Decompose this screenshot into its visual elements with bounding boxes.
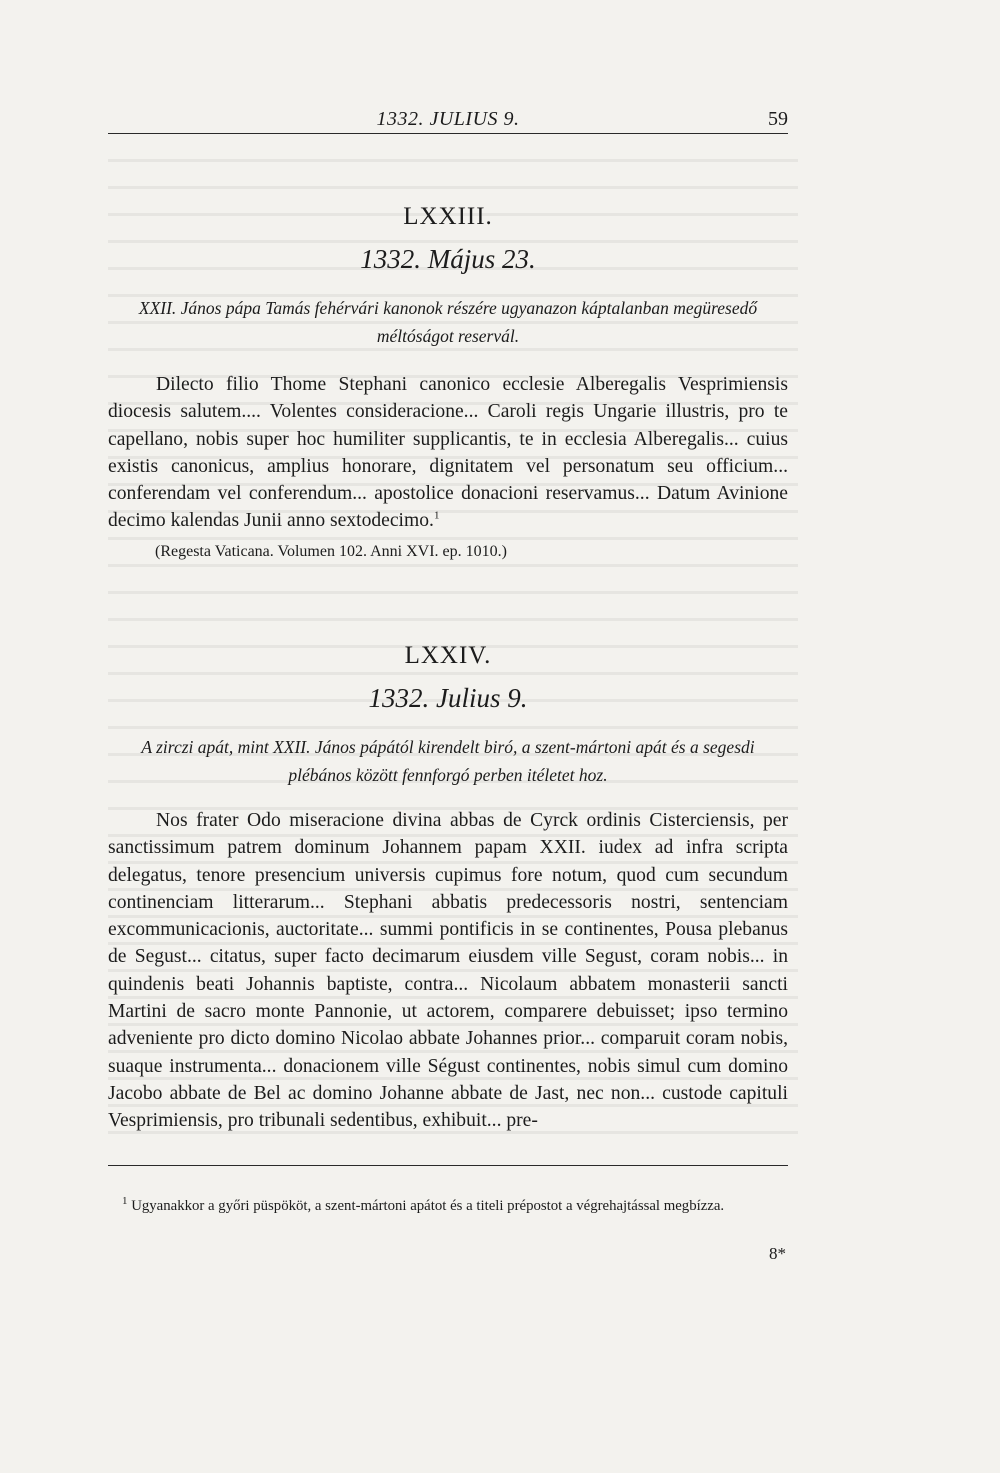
document-date: 1332. Május 23. — [360, 244, 536, 274]
document-summary — [108, 294, 788, 350]
summary-line: XXII. János pápa Tamás fehérvári kanonok részére ugyanazon káptalanban megüresedő — [138, 298, 758, 318]
source-citation: (Regesta Vaticana. Volumen 102. Anni XVI. ep. 1010.) — [155, 543, 507, 560]
document-date: 1332. Julius 9. — [368, 683, 528, 713]
footnote-rule — [108, 1165, 788, 1166]
footnote-text: Ugyanakkor a győri püspököt, a szent-mártoni apátot és a titeli prépostot a végrehajtással megbízza. — [131, 1198, 725, 1214]
summary-line: plébános között fennforgó perben itéletet hoz. — [288, 765, 608, 785]
footnote-number: 1 — [122, 1195, 128, 1208]
header-rule — [108, 133, 788, 134]
summary-line: méltóságot reservál. — [376, 326, 520, 346]
document-text-body: Dilecto filio Thome Stephani canonico ecclesie Alberegalis Vesprimiensis diocesis salutem.... Volentes consideracione... Caroli regis Ungarie illustris, pro te capellano, nobis super hoc humiliter supplicantis, te in ecclesia Alberegalis... cuius existis canonicus, amplius honorare, dignitatem vel personatum seu officium... conferendam vel conferendum... apostolice donacioni reservamus... Datum Avinione decimo kalendas Junii anno sextodecimo. — [108, 374, 788, 532]
running-head-title: 1332. JULIUS 9. — [376, 108, 520, 130]
printer-signature: 8* — [769, 1244, 786, 1263]
document-numeral: LXXIV. — [404, 642, 492, 669]
footnote-reference: 1 — [433, 509, 440, 522]
summary-line: A zirczi apát, mint XXII. János pápától kirendelt biró, a szent-mártoni apát és a segesdi — [141, 737, 755, 757]
footnote — [108, 1195, 788, 1217]
document-text: Nos frater Odo miseracione divina abbas de Cyrck ordinis Cisterciensis, per sanctissimum patrem dominum Johannem papam XXII. iudex ad infra scripta delegatus, tenore presencium universis cupimus fore notum, quod cum secundum continenciam litterarum... Stephani abbatis predecessoris nostri, sentenciam excommunicacionis, auctoritate... summi pontificis in se continentes, Pousa plebanus de Segust... citatus, super facto decimarum eiusdem ville Segust, coram nobis... in quindenis beati Johannis baptiste, contra... Nicolaum abbatem monasterii sancti Martini de sacro monte Pannonie, ut actorem, comparere debuisset; ipso termino adveniente pro dicto domino Nicolao abbate Johannes prior... comparuit coram nobis, suaque instrumenta... donacionem ville Ségust continentes, nobis simul cum domino Jacobo abbate de Bel ac domino Johanne abbate de Jast, nec non... custode capituli Vesprimiensis, pro tribunali sedentibus, exhibuit... pre- — [108, 810, 788, 1132]
running-head — [108, 108, 788, 132]
document-text — [108, 371, 788, 535]
document-summary — [108, 733, 788, 789]
page-number: 59 — [768, 108, 788, 130]
document-numeral: LXXIII. — [403, 203, 493, 230]
